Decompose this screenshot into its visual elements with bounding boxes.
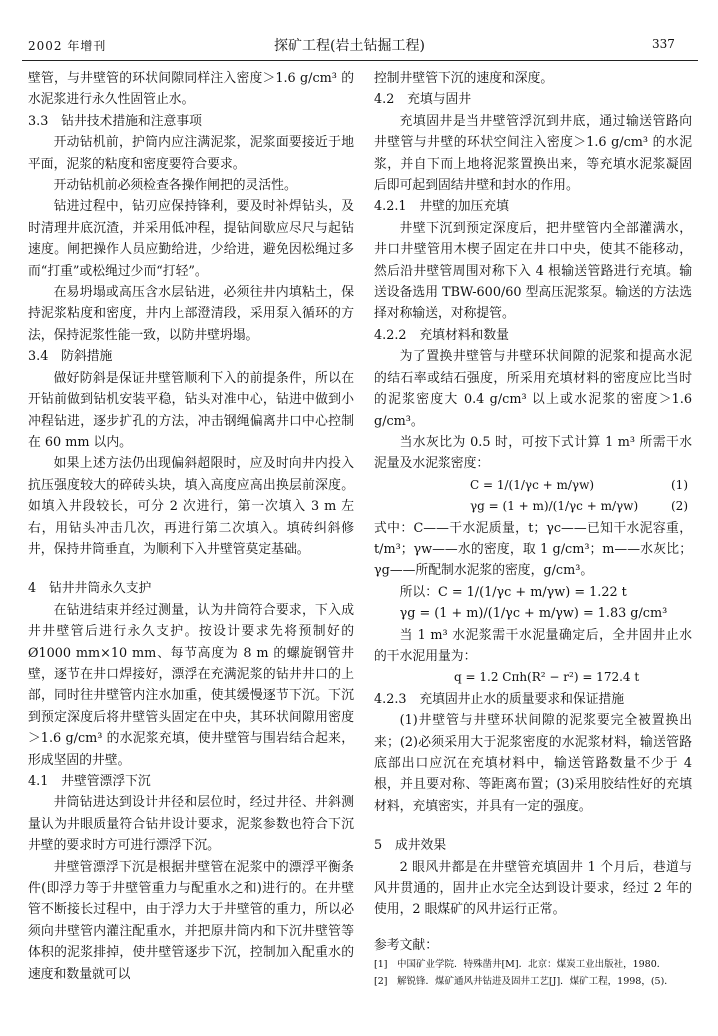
paragraph: 井壁管漂浮下沉是根据井壁管在泥浆中的漂浮平衡条件(即浮力等于井壁管重力与配重水之和)进行的。在井壁管不断接长过程中，由于浮力大于井壁管的重力，所以必须向井壁管内灌注配重水，并把原井筒内和下沉井壁管等体积的泥浆排掉，使井壁管逐步下沉，控制加入配重水的速度和数量就可以 (28, 859, 354, 982)
paragraph: 如果上述方法仍出现偏斜超限时，应及时向井内投入抗压强度较大的碎砖头块，填入高度应高出换层前深度。如填入井段较长，可分 2 次进行，第一次填入 3 m 左右，用钻头冲击几次，再进行第二次填入。填砖纠斜修井，保持井筒垂直，为顺利下入井壁管莫定基础。 (28, 456, 354, 557)
header-rule (22, 60, 698, 61)
section-heading-4-2-1: 4.2.1 井壁的加压充填 (374, 199, 509, 215)
page-number: 337 (652, 37, 675, 51)
paragraph: 为了置换井壁管与井壁环状间隙的泥浆和提高水泥的结石率或结石强度，所采用充填材料的密度应比当时的泥浆密度大 0.4 g/cm³ 以上或水泥浆的密度＞1.6 g/cm³。 (374, 349, 692, 429)
reference-item: [1] 中国矿业学院．特殊凿井[M]．北京：煤炭工业出版社，1980． (374, 959, 667, 971)
paragraph: 井筒钻进达到设计井径和层位时，经过井径、井斜测量认为井眼质量符合钻井设计要求，泥浆参数也符合下沉井壁的要求时方可进行漂浮下沉。 (28, 795, 354, 854)
section-heading-3-4: 3.4 防斜措施 (28, 349, 113, 365)
paragraph: (1)井壁管与井壁环状间隙的泥浆要完全被置换出来；(2)必须采用大于泥浆密度的水泥浆材料，输送管路底部出口应沉在充填材料中，输送管路数量不少于 4 根，并且要对称、等距离布置；(3)采用胶结性好的充填材料，充填密实，并具有一定的强度。 (374, 713, 692, 814)
equation-2-number: (2) (671, 499, 688, 514)
references-title: 参考文献： (374, 937, 438, 953)
section-heading-4: 4 钻井井筒永久支护 (28, 581, 152, 597)
section-heading-4-2: 4.2 充填与固井 (374, 92, 472, 108)
left-column (28, 68, 354, 985)
section-heading-4-2-2: 4.2.2 充填材料和数量 (374, 327, 509, 343)
running-header-issue: 2002 年增刊 (28, 39, 107, 53)
calculation-c: 所以：C = 1/(1/γc + m/γw) = 1.22 t (399, 584, 627, 600)
right-column (374, 68, 692, 990)
variable-definitions: 式中：C——干水泥质量，t；γc——已知干水泥容重，t/m³；γw——水的密度，取 1 g/cm³；m——水灰比；γg——所配制水泥浆的密度，g/cm³。 (374, 520, 692, 579)
paragraph: 在钻进结束并经过测量，认为井筒符合要求，下入成井井壁管后进行永久支护。按设计要求先将预制好的 Ø1000 mm×10 mm、每节高度为 8 m 的螺旋钢管井壁，逐节在井口焊接好，漂浮在充满泥浆的钻井井口的上部，同时往井壁管内注水加重，使其缓慢逐节下沉。下沉到预定深度后将井壁管头固定在中央，其环状间隙用密度＞1.6 g/cm³ 的水泥浆充填，使井壁管与围岩结合起来，形成坚固的井壁。 (28, 602, 354, 768)
paragraph: 2 眼风井都是在井壁管充填固井 1 个月后，巷道与风井贯通的，固井止水完全达到设计要求，经过 2 年的使用，2 眼煤矿的风井运行正常。 (374, 859, 692, 918)
paragraph: 当 1 m³ 水泥浆需干水泥量确定后，全井固井止水的干水泥用量为： (374, 627, 692, 664)
section-heading-3-3: 3.3 钻井技术措施和注意事项 (28, 113, 202, 129)
paragraph: 钻进过程中，钻刃应保持锋利，要及时补焊钻头，及时清理井底沉渣，并采用低冲程，提钻间歇应尽尺与起钻速度。闸把操作人员应勤给进，少给进，避免因松绳过多而“打重”或松绳过少而“打轻”。 (28, 199, 354, 279)
paragraph: 开动钻机前必须检查各操作闸把的灵活性。 (53, 178, 297, 194)
section-heading-4-2-3: 4.2.3 充填固井止水的质量要求和保证措施 (374, 691, 625, 707)
paragraph: 控制井壁管下沉的速度和深度。 (374, 71, 554, 86)
calculation-gamma-g: γg = (1 + m)/(1/γc + m/γw) = 1.83 g/cm³ (399, 606, 668, 622)
equation-1-expression: C = 1/(1/γc + m/γw) (470, 477, 595, 492)
paragraph: 井壁下沉到预定深度后，把井壁管内全部灌满水，井口井壁管用木楔子固定在井口中央，使其不能移动，然后沿井壁管周围对称下入 4 根输送管路进行充填。输送设备选用 TBW-600/60 型高压泥浆泵。输送的方法选择对称输送，对称提管。 (374, 220, 692, 322)
paragraph: 充填固井是当井壁管浮沉到井底，通过输送管路向井壁管与井壁的环状空间注入密度＞1.6 g/cm³ 的水泥浆，并自下而上地将泥浆置换出来，等充填水泥浆凝固后即可起到固结井壁和封水的作用。 (374, 113, 692, 194)
equation-1-number: (1) (671, 477, 688, 492)
paragraph: 做好防斜是保证井壁管顺利下入的前提条件，所以在开钻前做到钻机安装平稳，钻头对准中心，钻进中做到小冲程钻进，逐步扩孔的方法，冲击钢绳偏离井口中心控制在 60 mm 以内。 (28, 370, 354, 450)
section-heading-4-1: 4.1 井壁管漂浮下沉 (28, 774, 151, 789)
equation-2-expression: γg = (1 + m)/(1/γc + m/γw) (470, 499, 639, 514)
reference-item: [2] 解锐锋．煤矿通风井钻进及固井工艺[J]．煤矿工程，1998，(5)． (374, 976, 674, 988)
equation-1 (374, 475, 692, 496)
running-header-journal: 探矿工程(岩土钻掘工程) (274, 38, 425, 54)
paragraph: 壁管，与井壁管的环状间隙同样注入密度＞1.6 g/cm³ 的水泥浆进行永久性固管止水。 (28, 71, 354, 108)
equation-3 (374, 667, 692, 688)
paragraph: 开动钻机前，护筒内应注满泥浆，泥浆面要接近于地平面，泥浆的粘度和密度要符合要求。 (28, 135, 354, 172)
paragraph: 当水灰比为 0.5 时，可按下式计算 1 m³ 所需干水泥量及水泥浆密度： (374, 434, 692, 472)
equation-2 (374, 496, 692, 517)
paragraph: 在易坍塌或高压含水层钻进，必须往井内填粘土，保持泥浆粘度和密度，井内上部澄清段，采用泵入循环的方法，保持泥浆性能一致，以防井壁坍塌。 (28, 285, 354, 343)
section-heading-5: 5 成井效果 (374, 838, 447, 854)
equation-3-expression: q = 1.2 Cπh(R² − r²) = 172.4 t (454, 670, 640, 685)
